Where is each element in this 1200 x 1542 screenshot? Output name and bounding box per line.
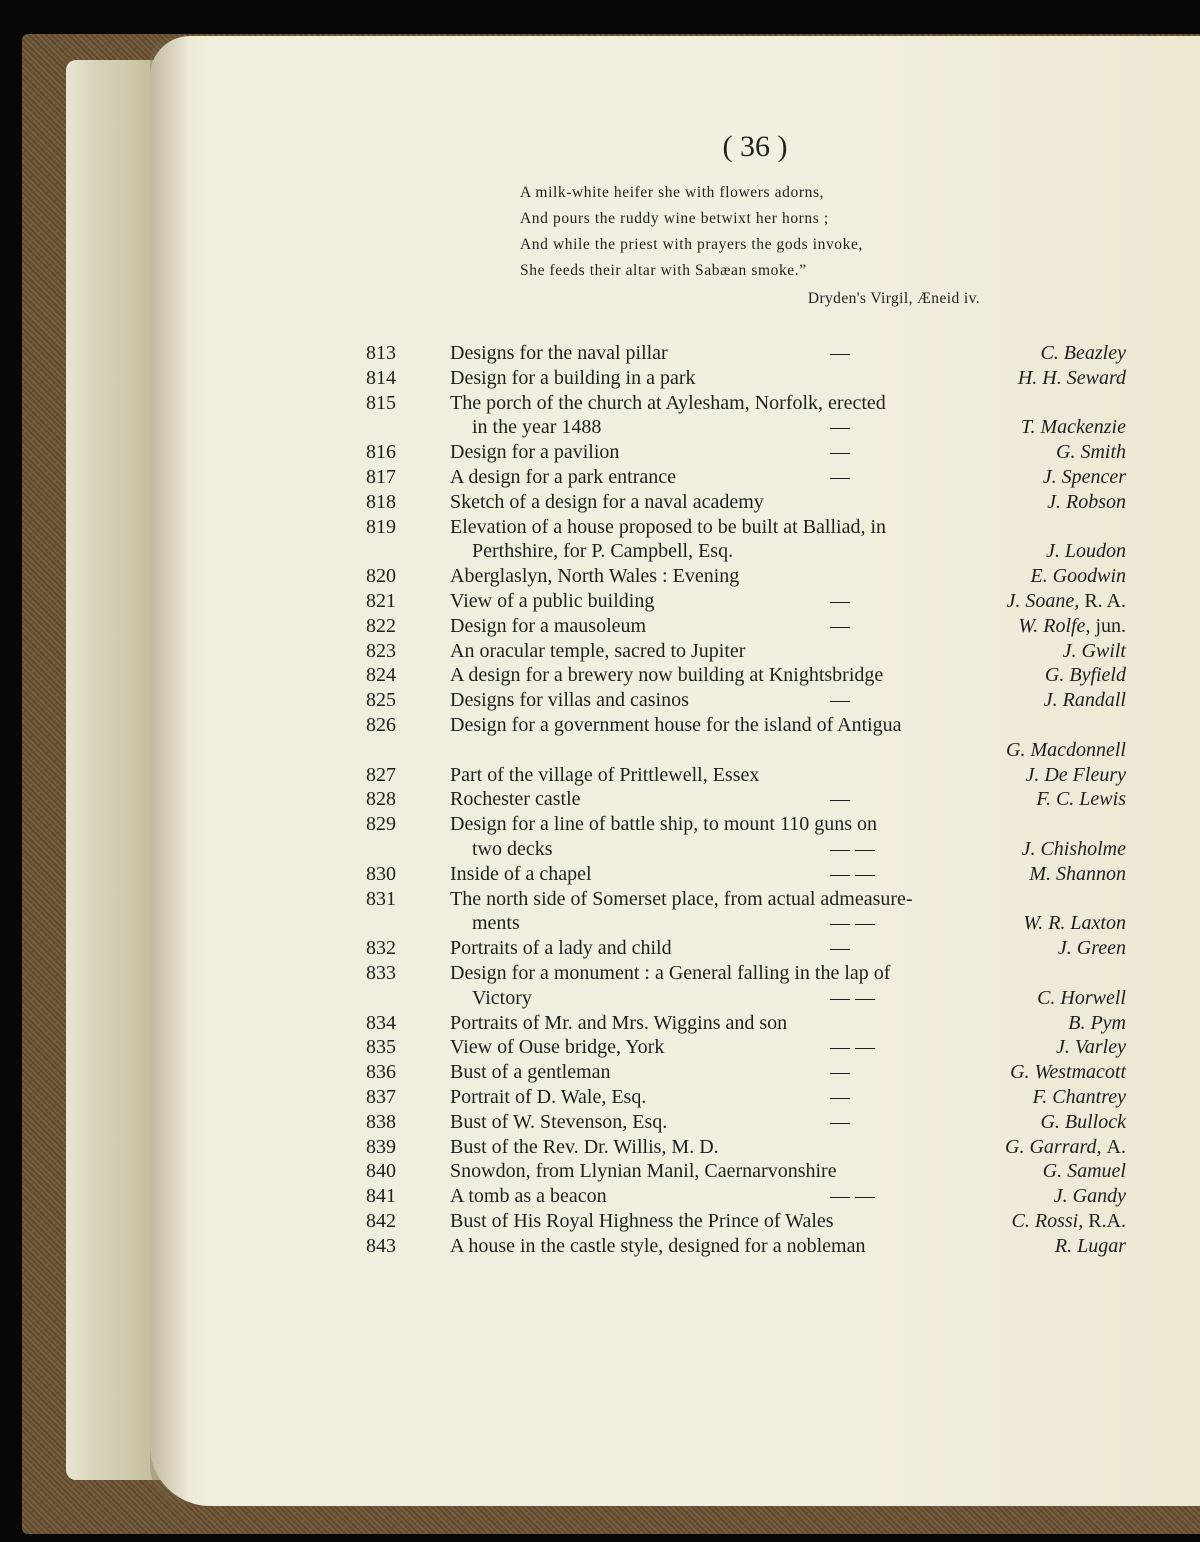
page-number: ( 36 ) [722, 130, 788, 163]
artist-name: J. Randall [1043, 689, 1126, 712]
leader-dash: — [830, 416, 850, 439]
catalogue-entry [360, 787, 1130, 812]
entry-title: The porch of the church at Aylesham, Norfolk, erected [450, 391, 886, 414]
catalogue-entry [360, 440, 1130, 465]
entry-title: Aberglaslyn, North Wales : Evening [450, 565, 740, 588]
entry-number: 818 [366, 490, 396, 513]
entry-title: Design for a building in a park [450, 366, 696, 389]
entry-number: 824 [366, 664, 396, 687]
artist-name: R. Lugar [1054, 1234, 1126, 1257]
entry-title: Design for a government house for the island of Antigua [450, 714, 902, 736]
entry-number: 837 [366, 1086, 396, 1108]
artist-name: F. Chantrey [1032, 1086, 1126, 1108]
artist-name: F. C. Lewis [1036, 788, 1126, 811]
entry-artist [1054, 1184, 1126, 1209]
artist-name: G. Smith [1056, 441, 1126, 464]
entry-number: 839 [366, 1135, 396, 1158]
entry-title: Design for a pavilion [450, 441, 620, 464]
catalogue-entry [360, 1234, 1130, 1259]
entry-artist [1040, 1110, 1126, 1135]
entry-number: 828 [366, 788, 396, 811]
catalogue-entry [360, 1060, 1130, 1085]
poem-line: She feeds their altar with Sabæan smoke.” [520, 262, 807, 279]
entry-title: ments [472, 912, 520, 935]
artist-name: B. Pym [1068, 1011, 1126, 1034]
entry-number: 827 [366, 763, 396, 786]
entry-number: 834 [366, 1011, 396, 1034]
entry-artist [1056, 440, 1126, 465]
catalogue-entry [360, 614, 1130, 639]
entry-artist [1068, 1011, 1126, 1036]
entry-title: Bust of a gentleman [450, 1061, 611, 1084]
catalogue-entry [360, 1085, 1130, 1110]
leader-dash: — [830, 1086, 850, 1108]
entry-artist [1022, 837, 1126, 862]
leader-dash: — — [830, 862, 875, 885]
artist-name: J. De Fleury [1025, 763, 1126, 786]
catalogue-entry [360, 1184, 1130, 1209]
entry-title: A design for a brewery now building at Knightsbridge [450, 664, 884, 687]
entry-title: Bust of W. Stevenson, Esq. [450, 1110, 668, 1133]
entry-number: 841 [366, 1185, 396, 1208]
entry-title: Sketch of a design for a naval academy [450, 490, 764, 513]
entry-artist [1025, 763, 1126, 788]
artist-name: J. Gwilt [1062, 639, 1126, 662]
entry-number: 843 [366, 1234, 396, 1257]
catalogue-entry [360, 564, 1130, 589]
entry-title: A house in the castle style, designed for a nobleman [450, 1234, 866, 1257]
entry-number: 813 [366, 342, 396, 364]
artist-name: G. Westmacott [1010, 1061, 1126, 1084]
artist-suffix: jun. [1095, 614, 1126, 637]
catalogue-entry [360, 887, 1130, 912]
entry-artist [1007, 589, 1126, 614]
entry-title: An oracular temple, sacred to Jupiter [450, 639, 746, 662]
entry-number: 840 [366, 1160, 396, 1183]
entry-number: 830 [366, 862, 396, 885]
poem-line: And while the priest with prayers the gods invoke, [520, 236, 863, 253]
entry-title: View of a public building [450, 590, 655, 612]
entry-title: A design for a park entrance [450, 466, 677, 488]
entry-title: Rochester castle [450, 788, 581, 811]
catalogue-entry-continuation [360, 415, 1130, 440]
catalogue-entry [360, 763, 1130, 788]
entry-title: two decks [472, 838, 553, 860]
entry-title: Designs for the naval pillar [450, 342, 668, 364]
leader-dash: — [830, 937, 850, 960]
catalogue-entry [360, 961, 1130, 986]
entry-number: 825 [366, 689, 396, 712]
entry-artist [1018, 614, 1126, 639]
catalogue-entry [360, 936, 1130, 961]
entry-artist [1046, 539, 1126, 564]
entry-number: 817 [366, 466, 396, 488]
catalogue-entry [360, 366, 1130, 391]
entry-number: 833 [366, 962, 396, 984]
entry-artist [1021, 415, 1126, 440]
entry-artist [1023, 911, 1126, 936]
entry-artist [1030, 564, 1126, 589]
catalogue-entry [360, 391, 1130, 416]
artist-name: G. Garrard, [1005, 1135, 1102, 1158]
entry-title: View of Ouse bridge, York [450, 1036, 665, 1059]
artist-name: C. Horwell [1037, 986, 1126, 1009]
catalogue-entry [360, 639, 1130, 664]
artist-name: J. Chisholme [1021, 838, 1126, 860]
entry-number: 815 [366, 391, 396, 414]
entry-title: Portrait of D. Wale, Esq. [450, 1086, 647, 1108]
entry-title: A tomb as a beacon [450, 1185, 607, 1208]
catalogue-entry [360, 589, 1130, 614]
entry-artist [1006, 738, 1126, 763]
leader-dash: — [830, 466, 850, 488]
entry-artist [1056, 1035, 1126, 1060]
leader-dash: — — [830, 1036, 875, 1059]
catalogue-entry [360, 1110, 1130, 1135]
entry-title: Bust of His Royal Highness the Prince of Wales [450, 1210, 834, 1232]
catalogue-entry [360, 663, 1130, 688]
artist-suffix: A. [1106, 1135, 1126, 1158]
entry-title: Design for a mausoleum [450, 614, 647, 637]
catalogue-entry [360, 1011, 1130, 1036]
catalogue-entry [360, 1035, 1130, 1060]
leader-dash: — [830, 614, 850, 637]
poem-line: And pours the ruddy wine betwixt her horns ; [520, 210, 829, 227]
entry-artist [1063, 639, 1126, 664]
catalogue-entry [360, 1209, 1130, 1234]
artist-name: T. Mackenzie [1020, 416, 1126, 439]
artist-name: J. Robson [1047, 490, 1126, 513]
entry-number: 832 [366, 937, 396, 960]
artist-name: J. Loudon [1046, 540, 1126, 563]
catalogue-entry-continuation [360, 738, 1130, 763]
leader-dash: — — [830, 1185, 875, 1208]
entry-number: 826 [366, 714, 396, 736]
entry-title: Elevation of a house proposed to be built at Balliad, in [450, 515, 887, 538]
entry-artist [1029, 862, 1126, 887]
entry-title: Snowdon, from Llynian Manil, Caernarvonshire [450, 1160, 837, 1183]
entry-number: 814 [366, 366, 396, 389]
artist-name: W. Rolfe, [1018, 614, 1091, 637]
artist-name: M. Shannon [1029, 862, 1126, 885]
entry-artist [1058, 936, 1126, 961]
entry-artist [1010, 1060, 1126, 1085]
artist-suffix: R.A. [1088, 1210, 1126, 1232]
entry-artist [1018, 366, 1126, 391]
entry-title: The north side of Somerset place, from actual admeasure- [450, 887, 913, 910]
catalogue-entry [360, 862, 1130, 887]
artist-name: G. Samuel [1042, 1160, 1126, 1183]
entry-artist [1033, 1085, 1126, 1110]
entry-title: Portraits of a lady and child [450, 937, 672, 960]
artist-name: J. Green [1057, 937, 1126, 960]
leader-dash: — — [830, 838, 875, 860]
artist-name: G. Byfield [1044, 664, 1126, 687]
entry-artist [1005, 1135, 1126, 1160]
entry-title: Part of the village of Prittlewell, Essex [450, 763, 760, 786]
entry-artist [1043, 1159, 1126, 1184]
artist-name: C. Rossi, [1011, 1210, 1084, 1232]
poem-line: A milk-white heifer she with flowers adorns, [520, 184, 825, 201]
entry-title: Inside of a chapel [450, 862, 592, 885]
leader-dash: — [830, 441, 850, 464]
entry-title: Design for a line of battle ship, to mount 110 guns on [450, 813, 877, 836]
catalogue-entry-continuation [360, 911, 1130, 936]
leader-dash: — [830, 1061, 850, 1084]
entry-number: 823 [366, 639, 396, 662]
leader-dash: — [830, 788, 850, 811]
entry-artist [1040, 341, 1126, 366]
entry-title: Perthshire, for P. Campbell, Esq. [472, 540, 734, 563]
artist-name: C. Beazley [1040, 342, 1126, 364]
entry-artist [1044, 688, 1126, 713]
quotation-attribution: Dryden's Virgil, Æneid iv. [807, 290, 980, 307]
entry-number: 819 [366, 515, 396, 538]
catalogue-entry [360, 1159, 1130, 1184]
entry-number: 842 [366, 1210, 396, 1232]
entry-number: 831 [366, 887, 396, 910]
catalogue-entry [360, 688, 1130, 713]
catalogue-entry-continuation [360, 986, 1130, 1011]
artist-name: J. Varley [1056, 1036, 1126, 1059]
entry-title: Portraits of Mr. and Mrs. Wiggins and son [450, 1011, 788, 1034]
entry-number: 835 [366, 1036, 396, 1059]
artist-name: W. R. Laxton [1023, 912, 1126, 935]
catalogue-entry-continuation [360, 539, 1130, 564]
catalogue-entry [360, 465, 1130, 490]
artist-name: J. Gandy [1053, 1185, 1126, 1208]
entry-number: 820 [366, 565, 396, 588]
entry-artist [1036, 787, 1126, 812]
leader-dash: — [830, 689, 850, 712]
entry-title: Design for a monument : a General falling in the lap of [450, 962, 891, 984]
catalogue-entry [360, 713, 1130, 738]
entry-number: 821 [366, 590, 396, 612]
entry-artist [1037, 986, 1126, 1011]
leader-dash: — [830, 1110, 850, 1133]
entry-number: 829 [366, 813, 396, 836]
artist-name: G. Macdonnell [1006, 738, 1126, 761]
entry-title: Designs for villas and casinos [450, 689, 689, 712]
artist-suffix: R. A. [1084, 590, 1126, 612]
entry-number: 822 [366, 614, 396, 637]
catalogue-entry-continuation [360, 837, 1130, 862]
entry-title: Bust of the Rev. Dr. Willis, M. D. [450, 1135, 719, 1158]
catalogue-entry [360, 812, 1130, 837]
leader-dash: — [830, 342, 850, 364]
entry-number: 836 [366, 1061, 396, 1084]
entry-number: 838 [366, 1110, 396, 1133]
artist-name: H. H. Seward [1017, 366, 1126, 389]
leader-dash: — — [830, 986, 875, 1009]
entry-title: Victory [472, 986, 532, 1009]
entry-artist [1043, 465, 1126, 490]
leader-dash: — — [830, 912, 875, 935]
artist-name: J. Spencer [1042, 466, 1126, 488]
catalogue-entry [360, 341, 1130, 366]
artist-name: E. Goodwin [1030, 565, 1126, 588]
artist-name: J. Soane, [1006, 590, 1080, 612]
entry-title: in the year 1488 [472, 416, 602, 439]
catalogue-entry [360, 515, 1130, 540]
artist-name: G. Bullock [1040, 1110, 1126, 1133]
entry-number: 816 [366, 441, 396, 464]
entry-artist [1045, 663, 1126, 688]
catalogue-entry [360, 1135, 1130, 1160]
leader-dash: — [830, 590, 850, 612]
entry-artist [1055, 1234, 1126, 1259]
entry-artist [1047, 490, 1126, 515]
catalogue-entry [360, 490, 1130, 515]
entry-artist [1012, 1209, 1126, 1234]
